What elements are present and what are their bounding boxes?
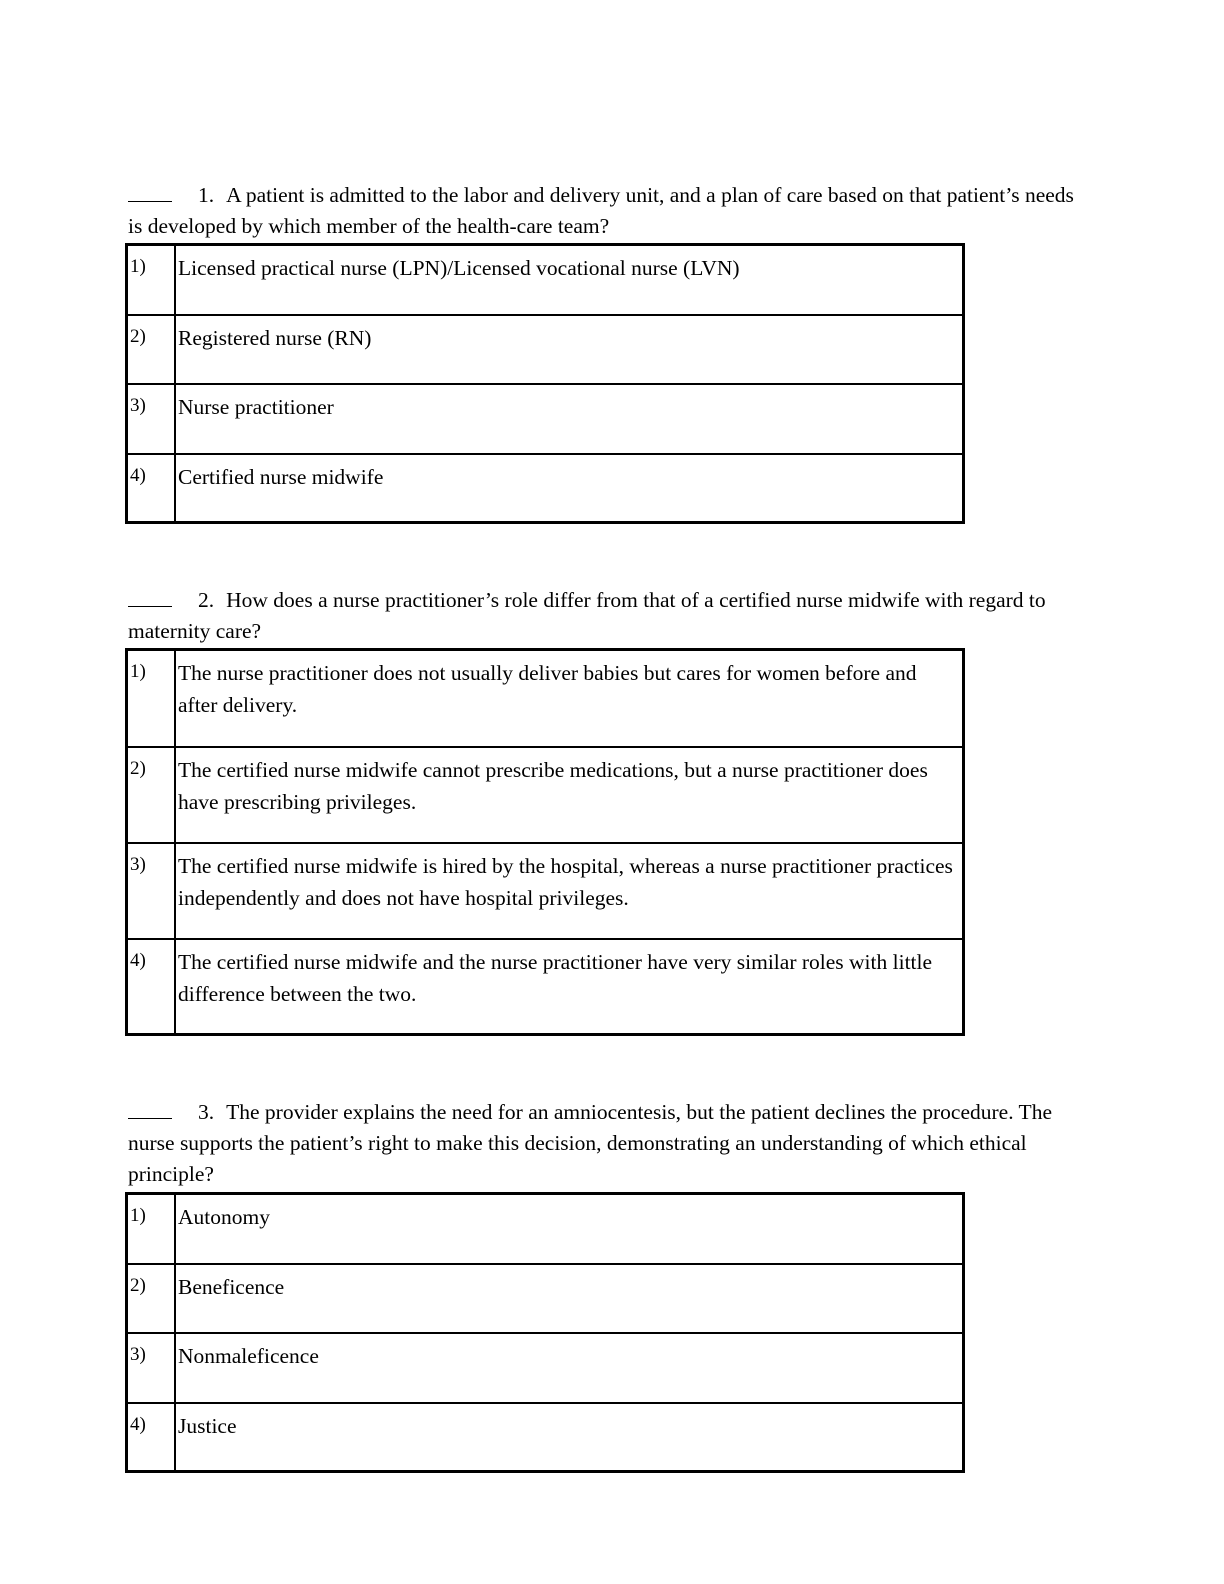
choice-number: 2): [127, 747, 176, 843]
choice-text: Justice: [175, 1403, 964, 1472]
choices-table-3: [125, 1192, 965, 1473]
question-number: 1.: [198, 183, 215, 207]
choice-number: 1): [127, 1194, 176, 1264]
question-number: 3.: [198, 1100, 215, 1124]
choice-text: Licensed practical nurse (LPN)/Licensed vocational nurse (LVN): [175, 245, 964, 315]
question-number: 2.: [198, 588, 215, 612]
choice-row[interactable]: [127, 315, 964, 384]
choice-number: 2): [127, 315, 176, 384]
question-text: The provider explains the need for an amniocentesis, but the patient declines the procedure. The nurse supports the patient’s right to make this decision, demonstrating an understanding of which ethical principle?: [128, 1100, 1052, 1186]
question-3: [128, 1097, 1088, 1190]
choice-text: Beneficence: [175, 1264, 964, 1333]
question-stem: [128, 585, 1088, 647]
choice-text: The certified nurse midwife cannot prescribe medications, but a nurse practitioner does have prescribing privileges.: [175, 747, 964, 843]
choice-number: 3): [127, 384, 176, 454]
choice-text: The certified nurse midwife is hired by the hospital, whereas a nurse practitioner practices independently and does not have hospital privileges.: [175, 843, 964, 939]
question-text: A patient is admitted to the labor and delivery unit, and a plan of care based on that patient’s needs is developed by which member of the health-care team?: [128, 183, 1074, 238]
choices-table-2: [125, 648, 965, 1036]
choice-text: The certified nurse midwife and the nurse practitioner have very similar roles with little difference between the two.: [175, 939, 964, 1035]
choice-text: Nurse practitioner: [175, 384, 964, 454]
choice-number: 4): [127, 939, 176, 1035]
choice-row[interactable]: [127, 843, 964, 939]
answer-blank: [128, 586, 172, 607]
choice-row[interactable]: [127, 1194, 964, 1264]
choice-text: Registered nurse (RN): [175, 315, 964, 384]
choice-number: 4): [127, 454, 176, 523]
choice-number: 2): [127, 1264, 176, 1333]
choice-row[interactable]: [127, 1333, 964, 1403]
choice-text: Certified nurse midwife: [175, 454, 964, 523]
choice-number: 4): [127, 1403, 176, 1472]
choice-text: The nurse practitioner does not usually deliver babies but cares for women before and after delivery.: [175, 650, 964, 747]
question-stem: [128, 1097, 1088, 1190]
question-text: How does a nurse practitioner’s role differ from that of a certified nurse midwife with regard to maternity care?: [128, 588, 1046, 643]
answer-blank: [128, 1098, 172, 1119]
choice-text: Autonomy: [175, 1194, 964, 1264]
choice-row[interactable]: [127, 650, 964, 747]
choice-text: Nonmaleficence: [175, 1333, 964, 1403]
choice-number: 1): [127, 650, 176, 747]
answer-blank: [128, 181, 172, 202]
question-1: [128, 180, 1088, 242]
choice-row[interactable]: [127, 939, 964, 1035]
choice-row[interactable]: [127, 1403, 964, 1472]
choice-number: 3): [127, 1333, 176, 1403]
choice-row[interactable]: [127, 245, 964, 315]
question-2: [128, 585, 1088, 647]
choice-row[interactable]: [127, 454, 964, 523]
choice-number: 1): [127, 245, 176, 315]
choice-number: 3): [127, 843, 176, 939]
choice-row[interactable]: [127, 747, 964, 843]
choices-table-1: [125, 243, 965, 524]
question-stem: [128, 180, 1088, 242]
choice-row[interactable]: [127, 1264, 964, 1333]
choice-row[interactable]: [127, 384, 964, 454]
